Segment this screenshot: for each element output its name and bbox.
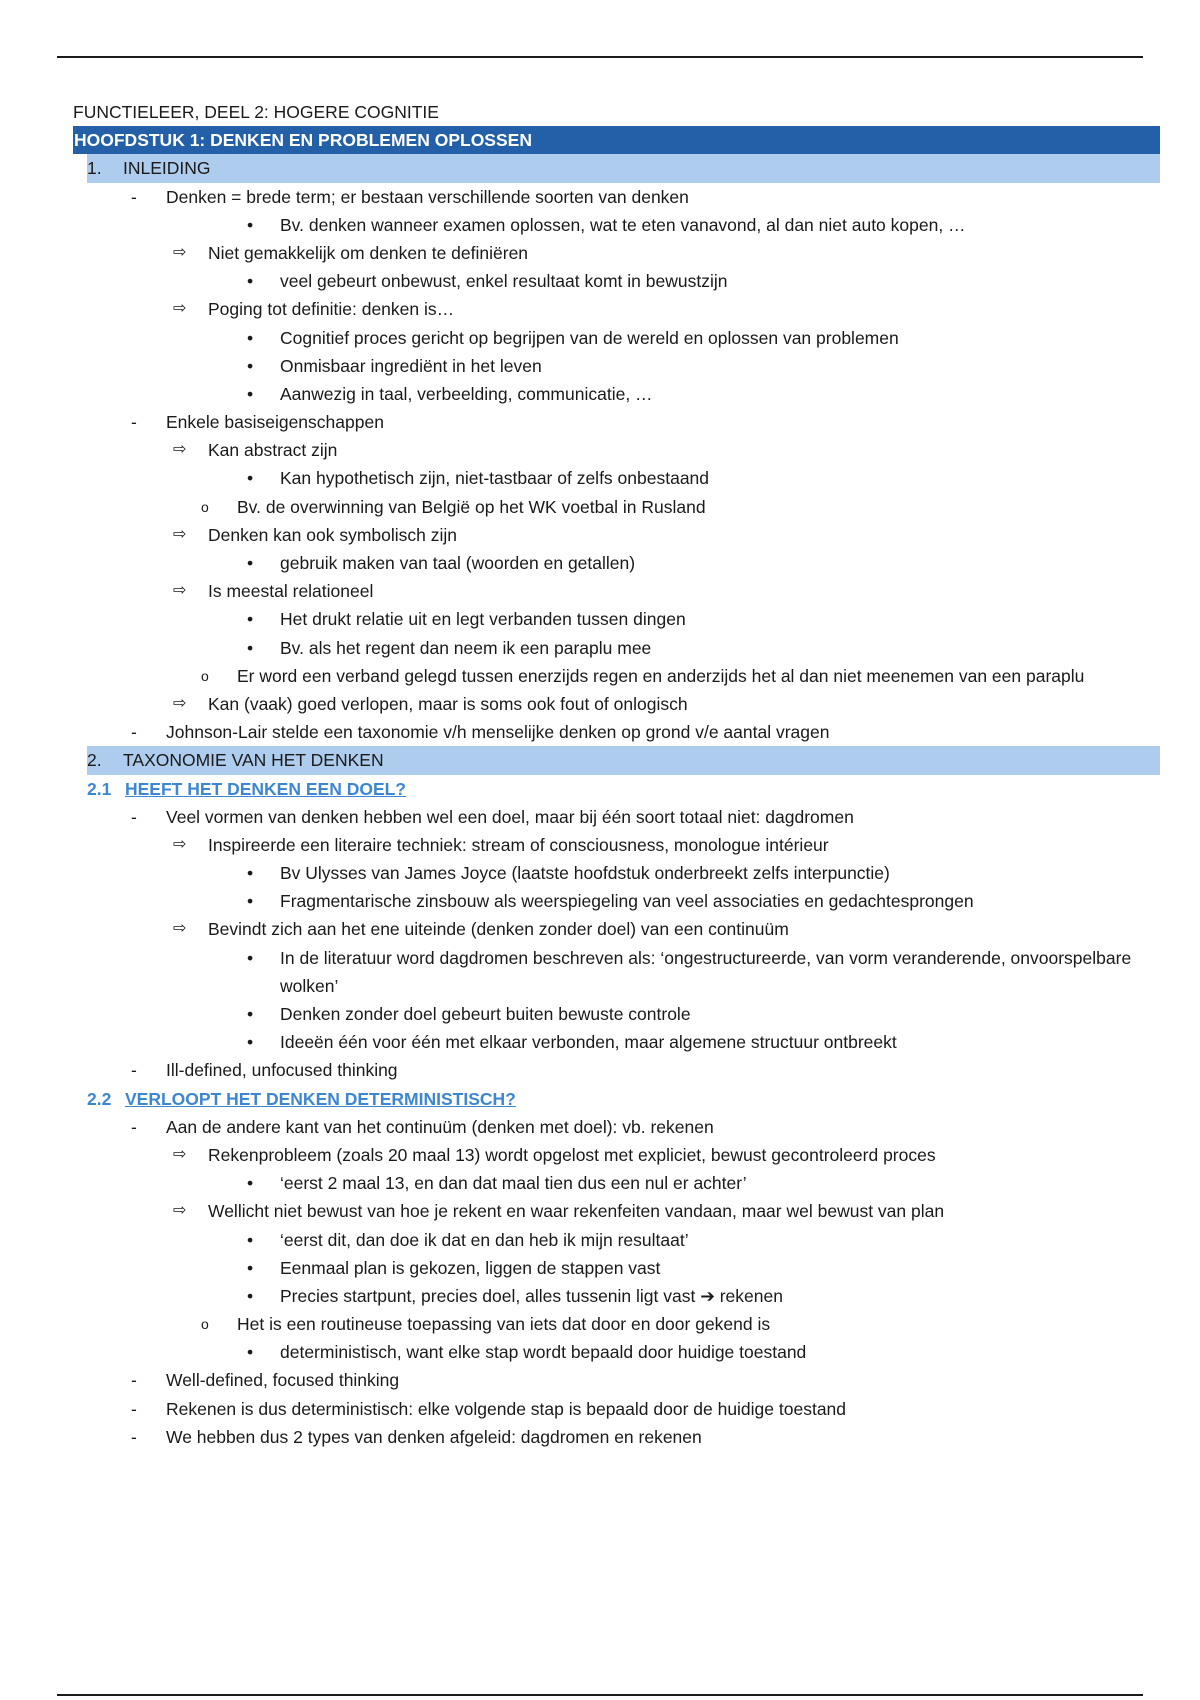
list-item — [73, 183, 1160, 211]
item-text: Onmisbaar ingrediënt in het leven — [280, 355, 542, 376]
bullet-marker: • — [247, 891, 254, 912]
bullet-marker: • — [247, 609, 254, 630]
section-number: 1. — [87, 158, 102, 179]
subsection-number: 2.2 — [87, 1088, 112, 1109]
arrow-icon: ⇨ — [173, 835, 187, 853]
bullet-marker: • — [247, 637, 254, 658]
list-item — [73, 1254, 1160, 1282]
list-item — [73, 1395, 1160, 1423]
list-item — [73, 915, 1160, 943]
subsection-title: VERLOOPT HET DENKEN DETERMINISTISCH? — [125, 1088, 516, 1109]
circle-marker: o — [201, 498, 209, 515]
bullet-marker: • — [247, 947, 254, 968]
item-text: Enkele basiseigenschappen — [166, 412, 384, 433]
bullet-marker: • — [247, 271, 254, 292]
item-text: Poging tot definitie: denken is… — [208, 299, 455, 320]
arrow-icon: ⇨ — [173, 441, 187, 459]
item-text: Is meestal relationeel — [208, 581, 374, 602]
dash-marker: - — [131, 806, 137, 827]
footer-rule — [57, 1694, 1143, 1696]
bullet-marker: • — [247, 327, 254, 348]
list-item — [73, 690, 1160, 718]
item-text: Aan de andere kant van het continuüm (denken met doel): vb. rekenen — [166, 1116, 714, 1137]
list-item — [73, 211, 1160, 239]
list-item — [73, 1338, 1160, 1366]
arrow-icon: ⇨ — [173, 300, 187, 318]
item-text: Aanwezig in taal, verbeelding, communicatie, … — [280, 383, 653, 404]
bullet-marker: • — [247, 1285, 254, 1306]
circle-marker: o — [201, 667, 209, 684]
list-item — [73, 1141, 1160, 1169]
item-text: Bv. de overwinning van België op het WK voetbal in Rusland — [237, 496, 706, 517]
document-body — [73, 98, 1160, 1451]
list-item — [73, 267, 1160, 295]
item-text: Rekenprobleem (zoals 20 maal 13) wordt opgelost met expliciet, bewust gecontroleerd proces — [208, 1144, 936, 1165]
arrow-icon: ⇨ — [173, 1202, 187, 1220]
bullet-marker: • — [247, 1229, 254, 1250]
item-text: Johnson-Lair stelde een taxonomie v/h menselijke denken op grond v/e aantal vragen — [166, 722, 830, 743]
subsection-title: HEEFT HET DENKEN EEN DOEL? — [125, 778, 406, 799]
list-item — [73, 662, 1160, 690]
list-item — [73, 1366, 1160, 1394]
item-text: veel gebeurt onbewust, enkel resultaat komt in bewustzijn — [280, 271, 728, 292]
item-text: Wellicht niet bewust van hoe je rekent en waar rekenfeiten vandaan, maar wel bewust van plan — [208, 1201, 945, 1222]
list-item — [73, 436, 1160, 464]
bullet-marker: • — [247, 1004, 254, 1025]
list-item — [73, 887, 1160, 915]
item-text: Denken = brede term; er bestaan verschillende soorten van denken — [166, 186, 689, 207]
bullet-marker: • — [247, 1342, 254, 1363]
chapter-heading: HOOFDSTUK 1: DENKEN EN PROBLEMEN OPLOSSEN — [73, 126, 1160, 154]
item-text: Het drukt relatie uit en legt verbanden tussen dingen — [280, 609, 686, 630]
item-text: In de literatuur word dagdromen beschreven als: ‘ongestructureerde, van vorm veranderende, onvoorspelbare wolken’ — [280, 947, 1132, 996]
dash-marker: - — [131, 1398, 137, 1419]
item-text: Kan abstract zijn — [208, 440, 338, 461]
list-item — [73, 1056, 1160, 1084]
item-text: Fragmentarische zinsbouw als weerspiegeling van veel associaties en gedachtesprongen — [280, 891, 974, 912]
arrow-icon: ⇨ — [173, 920, 187, 938]
list-item — [73, 718, 1160, 746]
dash-marker: - — [131, 722, 137, 743]
subsection-heading — [87, 1085, 1160, 1113]
arrow-icon: ⇨ — [173, 694, 187, 712]
list-item — [73, 549, 1160, 577]
section-number: 2. — [87, 750, 102, 771]
list-item — [73, 408, 1160, 436]
item-text: ‘eerst 2 maal 13, en dan dat maal tien dus een nul er achter’ — [280, 1173, 747, 1194]
subsection-number: 2.1 — [87, 778, 112, 799]
section-heading — [87, 154, 1160, 182]
item-text: Cognitief proces gericht op begrijpen van de wereld en oplossen van problemen — [280, 327, 899, 348]
list-item — [73, 1310, 1160, 1338]
subsection-heading — [87, 775, 1160, 803]
arrow-icon: ⇨ — [173, 525, 187, 543]
list-item — [73, 1197, 1160, 1225]
item-text: Denken zonder doel gebeurt buiten bewuste controle — [280, 1004, 691, 1025]
list-item — [73, 464, 1160, 492]
list-item — [73, 324, 1160, 352]
list-item — [73, 859, 1160, 887]
bullet-marker: • — [247, 1173, 254, 1194]
item-text: Bv Ulysses van James Joyce (laatste hoofdstuk onderbreekt zelfs interpunctie) — [280, 863, 890, 884]
bullet-marker: • — [247, 355, 254, 376]
list-item — [73, 577, 1160, 605]
item-text: Er word een verband gelegd tussen enerzijds regen en anderzijds het al dan niet meenemen van een paraplu — [237, 665, 1085, 686]
dash-marker: - — [131, 412, 137, 433]
dash-marker: - — [131, 186, 137, 207]
bullet-marker: • — [247, 863, 254, 884]
list-item — [73, 380, 1160, 408]
list-item — [73, 295, 1160, 323]
item-text: Kan (vaak) goed verlopen, maar is soms ook fout of onlogisch — [208, 693, 688, 714]
item-text: Precies startpunt, precies doel, alles tussenin ligt vast ➔ rekenen — [280, 1285, 783, 1306]
item-text: Eenmaal plan is gekozen, liggen de stappen vast — [280, 1257, 661, 1278]
arrow-icon: ⇨ — [173, 582, 187, 600]
item-text: Denken kan ook symbolisch zijn — [208, 524, 458, 545]
list-item — [73, 831, 1160, 859]
item-text: Ideeën één voor één met elkaar verbonden, maar algemene structuur ontbreekt — [280, 1032, 897, 1053]
list-item — [73, 944, 1160, 1000]
item-text: deterministisch, want elke stap wordt bepaald door huidige toestand — [280, 1342, 807, 1363]
item-text: Niet gemakkelijk om denken te definiëren — [208, 242, 529, 263]
list-item — [73, 1226, 1160, 1254]
list-item — [73, 1113, 1160, 1141]
bullet-marker: • — [247, 214, 254, 235]
list-item — [73, 1169, 1160, 1197]
item-text: Bv. denken wanneer examen oplossen, wat te eten vanavond, al dan niet auto kopen, … — [280, 214, 966, 235]
item-text: gebruik maken van taal (woorden en getallen) — [280, 553, 636, 573]
list-item — [73, 634, 1160, 662]
dash-marker: - — [131, 1116, 137, 1137]
list-item — [73, 521, 1160, 549]
item-text: Ill-defined, unfocused thinking — [166, 1060, 398, 1081]
item-text: ‘eerst dit, dan doe ik dat en dan heb ik mijn resultaat’ — [280, 1229, 689, 1250]
item-text: We hebben dus 2 types van denken afgeleid: dagdromen en rekenen — [166, 1426, 702, 1447]
list-item — [73, 1423, 1160, 1451]
list-item — [73, 1000, 1160, 1028]
item-text: Rekenen is dus deterministisch: elke volgende stap is bepaald door de huidige toestand — [166, 1398, 847, 1419]
arrow-icon: ⇨ — [173, 1145, 187, 1163]
item-text: Inspireerde een literaire techniek: stream of consciousness, monologue intérieur — [208, 834, 829, 855]
arrow-icon: ⇨ — [173, 243, 187, 261]
section-heading — [87, 746, 1160, 774]
dash-marker: - — [131, 1426, 137, 1447]
item-text: Well-defined, focused thinking — [166, 1370, 400, 1391]
dash-marker: - — [131, 1060, 137, 1081]
list-item — [73, 605, 1160, 633]
section-title: TAXONOMIE VAN HET DENKEN — [123, 750, 384, 771]
dash-marker: - — [131, 1370, 137, 1391]
circle-marker: o — [201, 1316, 209, 1333]
item-text: Kan hypothetisch zijn, niet-tastbaar of zelfs onbestaand — [280, 468, 710, 489]
list-item — [73, 239, 1160, 267]
bullet-marker: • — [247, 1032, 254, 1053]
item-text: Het is een routineuse toepassing van iets dat door en door gekend is — [237, 1314, 771, 1335]
list-item — [73, 1028, 1160, 1056]
bullet-marker: • — [247, 553, 254, 573]
item-text: Veel vormen van denken hebben wel een doel, maar bij één soort totaal niet: dagdromen — [166, 806, 854, 827]
section-title: INLEIDING — [123, 158, 211, 179]
item-text: Bevindt zich aan het ene uiteinde (denken zonder doel) van een continuüm — [208, 919, 789, 940]
list-item — [73, 493, 1160, 521]
document-title: FUNCTIELEER, DEEL 2: HOGERE COGNITIE — [73, 102, 439, 122]
list-item — [73, 803, 1160, 831]
bullet-marker: • — [247, 468, 254, 489]
bullet-marker: • — [247, 1257, 254, 1278]
list-item — [73, 1282, 1160, 1310]
bullet-marker: • — [247, 383, 254, 404]
list-item — [73, 352, 1160, 380]
header-rule — [57, 56, 1143, 58]
item-text: Bv. als het regent dan neem ik een paraplu mee — [280, 637, 652, 658]
